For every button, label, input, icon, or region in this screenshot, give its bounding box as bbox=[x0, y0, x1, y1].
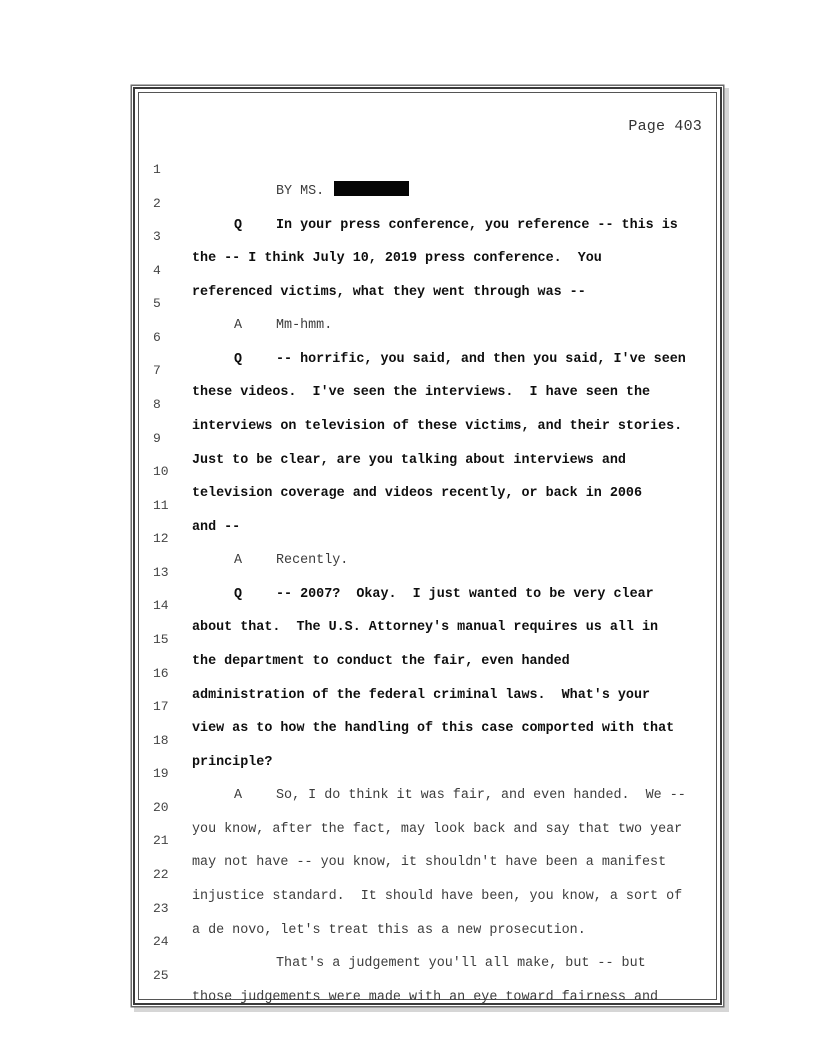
transcript-lines bbox=[139, 93, 716, 1005]
answer-text: injustice standard. It should have been, you know, a sort of bbox=[192, 889, 683, 904]
transcript-line bbox=[139, 137, 716, 199]
question-text: about that. The U.S. Attorney's manual requires us all in bbox=[192, 620, 659, 635]
transcript-line bbox=[139, 909, 716, 971]
line-number: 1 bbox=[153, 162, 161, 177]
line-number: 7 bbox=[153, 363, 161, 378]
line-number: 22 bbox=[153, 867, 169, 882]
transcript-line bbox=[139, 943, 716, 1005]
answer-text: those judgements were made with an eye toward fairness and bbox=[192, 990, 659, 1005]
transcript-line bbox=[139, 540, 716, 602]
line-number: 20 bbox=[153, 800, 169, 815]
transcript-line bbox=[139, 506, 716, 568]
line-number: 5 bbox=[153, 296, 161, 311]
transcript-line bbox=[139, 741, 716, 803]
answer-text: A Mm-hmm. bbox=[192, 315, 332, 337]
line-number: 11 bbox=[153, 498, 169, 513]
question-text: interviews on television of these victims, and their stories. bbox=[192, 419, 683, 434]
question-text: Q In your press conference, you reference -- this is bbox=[192, 215, 678, 237]
line-number: 9 bbox=[153, 431, 161, 446]
question-text: Just to be clear, are you talking about interviews and bbox=[192, 453, 626, 468]
transcript-line bbox=[139, 607, 716, 669]
transcript-line bbox=[139, 305, 716, 367]
transcript-line bbox=[139, 473, 716, 535]
transcript-line bbox=[139, 573, 716, 635]
line-number: 13 bbox=[153, 565, 169, 580]
line-number: 6 bbox=[153, 330, 161, 345]
transcript-line bbox=[139, 674, 716, 736]
question-marker: Q bbox=[234, 352, 243, 367]
transcript-line bbox=[139, 271, 716, 333]
question-text: view as to how the handling of this case comported with that bbox=[192, 721, 675, 736]
transcript-page bbox=[138, 92, 717, 1005]
transcript-line bbox=[139, 876, 716, 938]
line-number: 23 bbox=[153, 901, 169, 916]
transcript-line bbox=[139, 338, 716, 400]
line-number: 15 bbox=[153, 632, 169, 647]
answer-marker: A bbox=[234, 788, 243, 803]
question-text: Q -- 2007? Okay. I just wanted to be very clear bbox=[192, 584, 654, 606]
answer-text: That's a judgement you'll all make, but -- but bbox=[276, 956, 646, 971]
line-number: 8 bbox=[153, 397, 161, 412]
line-number: 2 bbox=[153, 196, 161, 211]
transcript-line bbox=[139, 842, 716, 904]
answer-text: a de novo, let's treat this as a new prosecution. bbox=[192, 923, 586, 938]
line-number: 14 bbox=[153, 598, 169, 613]
transcript-line bbox=[139, 406, 716, 468]
line-number: 17 bbox=[153, 699, 169, 714]
answer-text: A Recently. bbox=[192, 550, 348, 572]
transcript-line bbox=[139, 439, 716, 501]
line-number: 24 bbox=[153, 934, 169, 949]
answer-text: you know, after the fact, may look back and say that two year bbox=[192, 822, 683, 837]
answer-text: A So, I do think it was fair, and even handed. We -- bbox=[192, 785, 686, 807]
question-marker: Q bbox=[234, 218, 243, 233]
line-number: 19 bbox=[153, 766, 169, 781]
transcript-line bbox=[139, 641, 716, 703]
question-text: and -- bbox=[192, 520, 241, 535]
line-number: 16 bbox=[153, 666, 169, 681]
line-number: 3 bbox=[153, 229, 161, 244]
line-number: 10 bbox=[153, 464, 169, 479]
question-text: the -- I think July 10, 2019 press conference. You bbox=[192, 251, 602, 266]
transcript-line bbox=[139, 171, 716, 233]
transcript-line bbox=[139, 775, 716, 837]
transcript-line bbox=[139, 708, 716, 770]
line-number: 25 bbox=[153, 968, 169, 983]
question-text: administration of the federal criminal laws. What's your bbox=[192, 688, 651, 703]
line-number: 21 bbox=[153, 833, 169, 848]
line-number: 4 bbox=[153, 263, 161, 278]
question-text: television coverage and videos recently, or back in 2006 bbox=[192, 486, 642, 501]
line-number: 18 bbox=[153, 733, 169, 748]
question-text: referenced victims, what they went through was -- bbox=[192, 285, 586, 300]
answer-text: may not have -- you know, it shouldn't have been a manifest bbox=[192, 855, 667, 870]
transcript-line bbox=[139, 204, 716, 266]
answer-marker: A bbox=[234, 318, 243, 333]
question-text: the department to conduct the fair, even handed bbox=[192, 654, 570, 669]
question-marker: Q bbox=[234, 587, 243, 602]
examiner-prefix: BY MS. bbox=[276, 184, 325, 199]
answer-marker: A bbox=[234, 553, 243, 568]
page-number: Page 403 bbox=[628, 118, 702, 135]
question-text: Q -- horrific, you said, and then you said, I've seen bbox=[192, 349, 686, 371]
line-number: 12 bbox=[153, 531, 169, 546]
transcript-line bbox=[139, 372, 716, 434]
transcript-line bbox=[139, 238, 716, 300]
transcript-line bbox=[139, 808, 716, 870]
transcript-page-frame bbox=[133, 87, 722, 1005]
question-text: principle? bbox=[192, 755, 273, 770]
question-text: these videos. I've seen the interviews. I have seen the bbox=[192, 385, 651, 400]
